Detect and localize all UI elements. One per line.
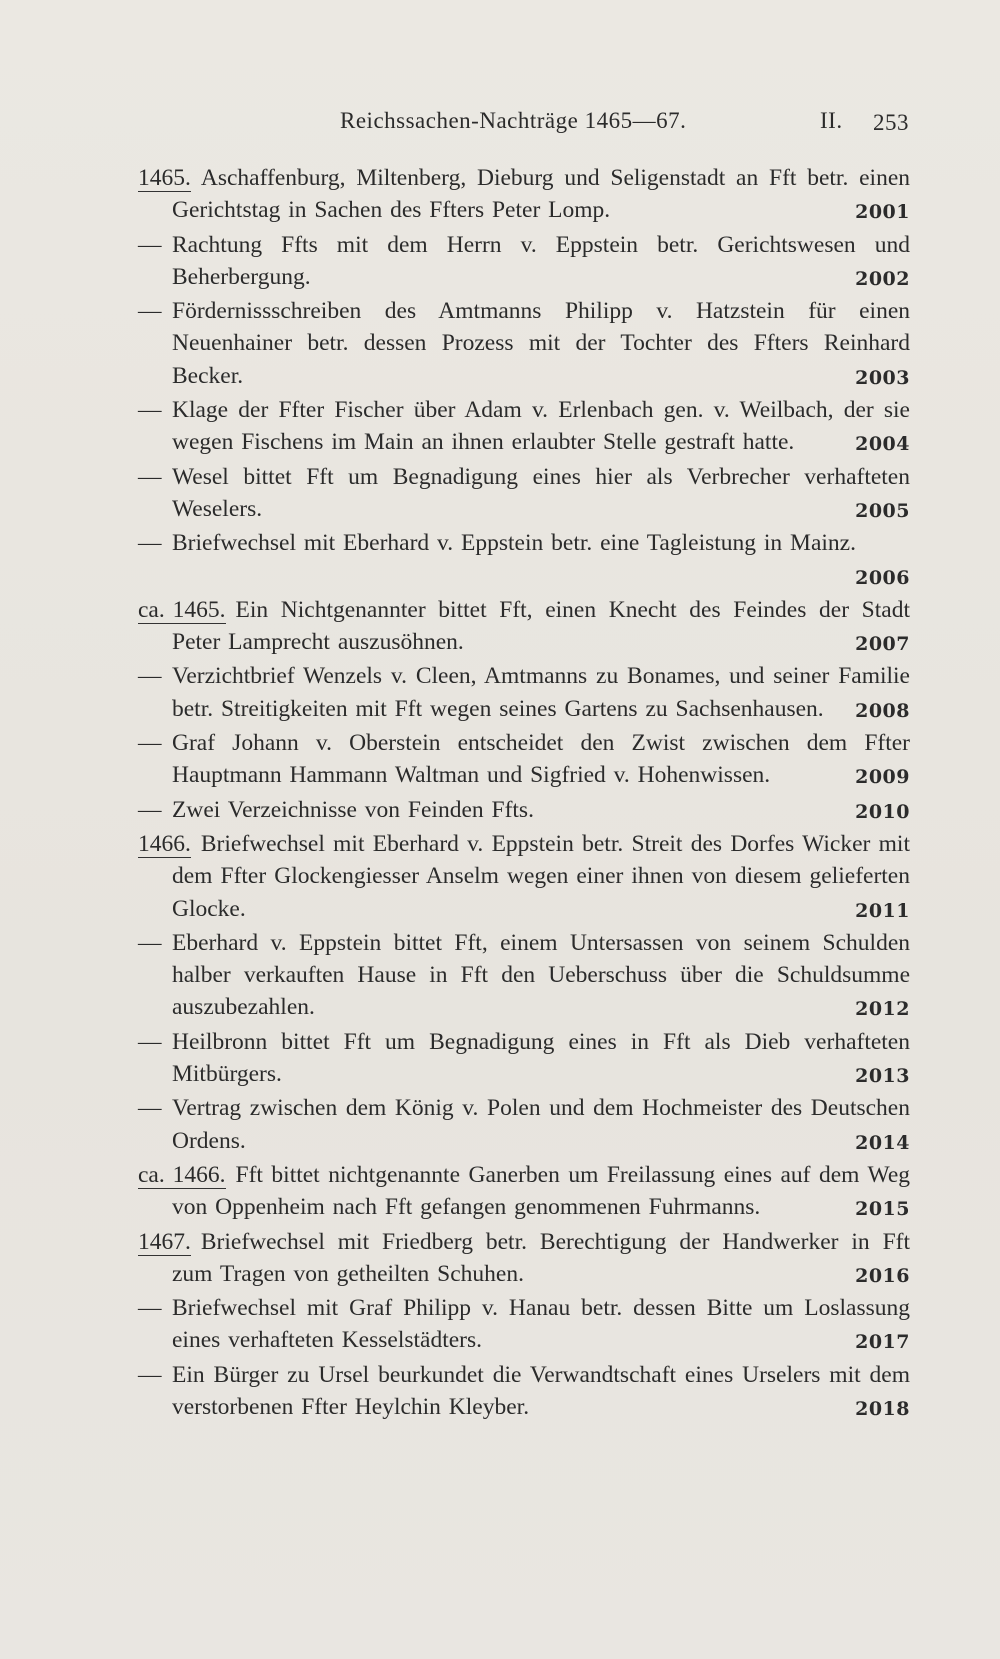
entry-number: 2018 <box>855 1397 910 1420</box>
entry-number: 2009 <box>855 766 910 789</box>
entry-number: 2008 <box>855 699 910 722</box>
entry-text: Briefwechsel mit Friedberg betr. Berechtigung der Handwerker in Fft zum Tragen von getheilten Schuhen. <box>172 1228 910 1287</box>
list-item <box>138 828 910 927</box>
list-item <box>138 927 910 1026</box>
list-item <box>138 727 910 794</box>
list-item <box>138 1359 910 1426</box>
entry-date: 1467. <box>138 1228 191 1255</box>
entry-text: Verzichtbrief Wenzels v. Cleen, Amtmanns zu Bonames, und seiner Familie betr. Streitigkeiten mit Fft wegen seines Gartens zu Sachsenhausen. <box>172 663 910 722</box>
list-item <box>138 394 910 461</box>
entry-number: 2005 <box>855 499 910 522</box>
entry-text: Klage der Ffter Fischer über Adam v. Erlenbach gen. v. Weilbach, der sie wegen Fischens im Main an ihnen erlaubter Stelle gestraft hatte. <box>172 397 910 456</box>
entry-number: 2015 <box>855 1198 910 1221</box>
entry-text: Zwei Verzeichnisse von Feinden Ffts. <box>172 796 534 823</box>
entry-dash: — <box>138 397 162 424</box>
entry-dash: — <box>138 298 162 325</box>
section-number: II. <box>820 108 843 133</box>
list-item <box>138 295 910 394</box>
entry-text: Graf Johann v. Oberstein entscheidet den Zwist zwischen dem Ffter Hauptmann Hammann Waltman und Sigfried v. Hohenwissen. <box>172 730 910 789</box>
entry-number: 2010 <box>855 800 910 823</box>
entry-text: Briefwechsel mit Eberhard v. Eppstein betr. eine Tagleistung in Mainz. <box>172 530 856 557</box>
entry-text: Ein Nichtgenannter bittet Fft, einen Knecht des Feindes der Stadt Peter Lamprecht auszusöhnen. <box>172 596 910 656</box>
list-item <box>138 1159 910 1226</box>
entry-dash: — <box>138 530 162 557</box>
list-item <box>138 794 910 828</box>
entry-dash: — <box>138 1295 162 1322</box>
entry-list <box>138 162 910 1425</box>
entry-text: Briefwechsel mit Eberhard v. Eppstein betr. Streit des Dorfes Wicker mit dem Ffter Glockengiesser Anselm wegen einer ihnen von diesem gelieferten Glocke. <box>172 830 910 922</box>
entry-number: 2016 <box>855 1264 910 1287</box>
entry-text: Ein Bürger zu Ursel beurkundet die Verwandtschaft eines Urselers mit dem verstorbenen Ffter Heylchin Kleyber. <box>172 1361 910 1420</box>
list-item <box>138 1292 910 1359</box>
entry-text: Vertrag zwischen dem König v. Polen und dem Hochmeister des Deutschen Ordens. <box>172 1095 910 1154</box>
entry-number: 2013 <box>855 1065 910 1088</box>
header-title: Reichssachen-Nachträge 1465—67. <box>340 108 687 133</box>
entry-text: Wesel bittet Fft um Begnadigung eines hier als Verbrecher verhafteten Weselers. <box>172 463 910 522</box>
list-item <box>138 461 910 528</box>
entry-date: ca. 1465. <box>138 596 226 623</box>
entry-dash: — <box>138 463 162 490</box>
entry-date: 1466. <box>138 830 191 857</box>
page-number: 253 <box>873 110 909 135</box>
entry-text: Eberhard v. Eppstein bittet Fft, einem Untersassen von seinem Schulden halber verkauften Hause in Fft den Ueberschuss über die Schuldsumme auszubezahlen. <box>172 929 910 1021</box>
list-item <box>138 594 910 661</box>
list-item <box>138 1026 910 1093</box>
list-item <box>138 1092 910 1159</box>
entry-number: 2017 <box>855 1331 910 1354</box>
entry-number: 2006 <box>855 566 910 589</box>
entry-dash: — <box>138 663 162 690</box>
entry-date: 1465. <box>138 165 191 191</box>
entry-number: 2003 <box>855 366 910 389</box>
entry-number: 2011 <box>855 899 910 922</box>
entry-number: 2007 <box>855 633 910 656</box>
entry-dash: — <box>138 796 162 823</box>
entry-text: Aschaffenburg, Miltenberg, Dieburg und Seligenstadt an Fft betr. einen Gerichtstag in Sachen des Ffters Peter Lomp. <box>172 165 910 224</box>
entry-text: Briefwechsel mit Graf Philipp v. Hanau betr. dessen Bitte um Loslassung eines verhafteten Kesselstädters. <box>172 1295 910 1354</box>
entry-dash: — <box>138 231 162 258</box>
entry-text: Rachtung Ffts mit dem Herrn v. Eppstein betr. Gerichtswesen und Beherbergung. <box>172 231 910 290</box>
entry-dash: — <box>138 1095 162 1122</box>
running-header <box>340 108 909 142</box>
entry-number: 2012 <box>855 998 910 1021</box>
entry-dash: — <box>138 1361 162 1388</box>
list-item <box>138 1226 910 1293</box>
entry-dash: — <box>138 730 162 757</box>
entry-date: ca. 1466. <box>138 1161 226 1188</box>
entry-text: Fft bittet nichtgenannte Ganerben um Freilassung eines auf dem Weg von Oppenheim nach Fft gefangen genommenen Fuhrmanns. <box>172 1161 910 1221</box>
list-item <box>138 660 910 727</box>
entry-dash: — <box>138 1028 162 1055</box>
entry-text: Heilbronn bittet Fft um Begnadigung eines in Fft als Dieb verhafteten Mitbürgers. <box>172 1028 910 1088</box>
entry-number: 2004 <box>855 433 910 456</box>
entry-dash: — <box>138 929 162 956</box>
entry-text: Fördernissschreiben des Amtmanns Philipp v. Hatzstein für einen Neuenhainer betr. dessen Prozess mit der Tochter des Ffters Reinhard Becker. <box>172 298 910 389</box>
list-item <box>138 527 910 594</box>
list-item <box>138 229 910 296</box>
entry-number: 2002 <box>855 267 910 290</box>
list-item <box>138 162 910 229</box>
entry-number: 2014 <box>855 1131 910 1154</box>
entry-number: 2001 <box>855 201 910 224</box>
